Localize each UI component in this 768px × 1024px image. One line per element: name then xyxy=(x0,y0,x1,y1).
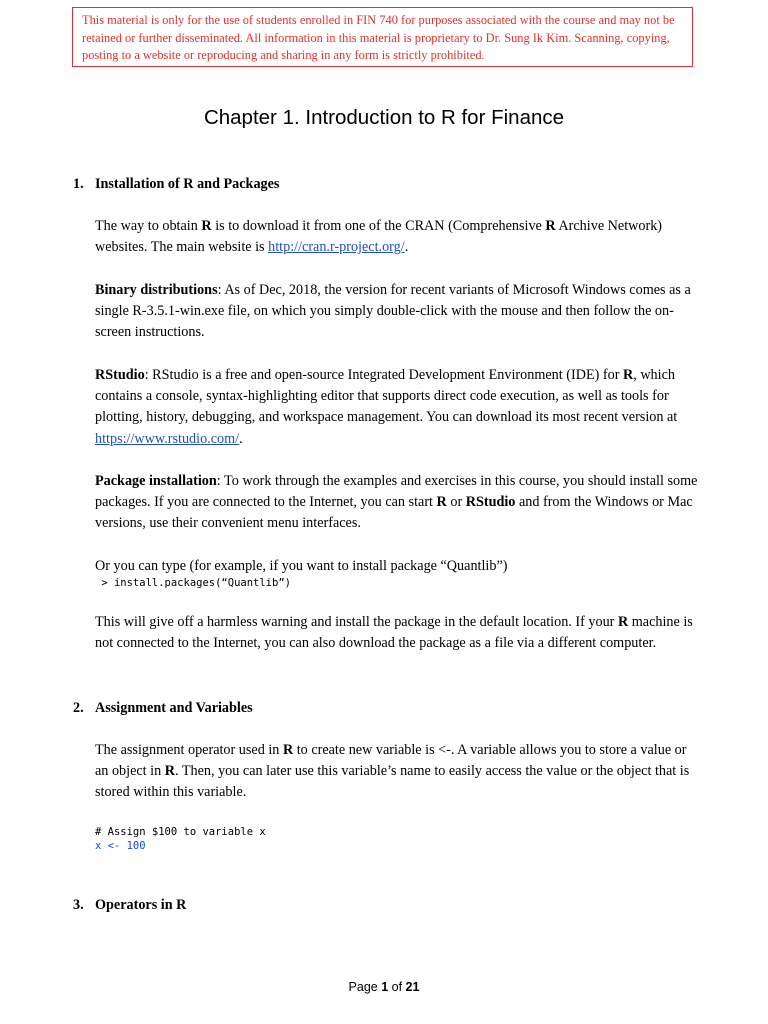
section-3-heading xyxy=(73,897,186,914)
page-total: 21 xyxy=(405,980,420,994)
paragraph-package-installation: Package installation: To work through the examples and exercises in this course, you should install some packages. If you are connected to the Internet, you can start R or RStudio and from the Windows or Mac versions, use their convenient menu interfaces. xyxy=(95,473,698,532)
section-number: 3. xyxy=(73,897,84,913)
code-install-packages: > install.packages(“Quantlib”) xyxy=(95,577,291,589)
page-number: 1 xyxy=(381,980,389,994)
section-2-heading xyxy=(73,700,253,717)
paragraph-or-type: Or you can type (for example, if you want to install package “Quantlib”) xyxy=(95,558,508,574)
section-number: 1. xyxy=(73,176,84,192)
section-1-heading xyxy=(73,176,279,193)
paragraph-binary-distributions: Binary distributions: As of Dec, 2018, the version for recent variants of Microsoft Windows comes as a single R-3.5.1-win.exe file, on which you simply double-click with the mouse and then follow the on-screen instructions. xyxy=(95,282,691,341)
paragraph-rstudio: RStudio: RStudio is a free and open-source Integrated Development Environment (IDE) for R, which contains a console, syntax-highlighting editor that supports direct code execution, as well as tools for plotting, history, debugging, and workspace management. You can download its most recent version at https://www.rstudio.com/. xyxy=(95,367,678,447)
page-title: Chapter 1. Introduction to R for Finance xyxy=(203,106,565,129)
section-title: Installation of R and Packages xyxy=(95,176,280,192)
paragraph-assignment-operator: The assignment operator used in R to create new variable is <-. A variable allows you to store a value or an object in R. Then, you can later use this variable’s name to easily access the value or the object that is stored within this variable. xyxy=(95,742,690,801)
paragraph-obtain-r: The way to obtain R is to download it from one of the CRAN (Comprehensive R Archive Network) websites. The main website is http://cran.r-project.org/. xyxy=(95,218,663,256)
section-title: Assignment and Variables xyxy=(95,700,253,716)
code-assign-line: x <- 100 xyxy=(95,840,146,852)
paragraph-harmless-warning: This will give off a harmless warning and install the package in the default location. If your R machine is not connected to the Internet, you can also download the package as a file via a different computer. xyxy=(95,614,693,652)
copyright-notice: This material is only for the use of students enrolled in FIN 740 for purposes associated with the course and may not be retained or further disseminated. All information in this material is proprietary to Dr. Sung Ik Kim. Scanning, copying, posting to a website or reproducing and sharing in any form is strictly prohibited. xyxy=(72,7,693,67)
section-title: Operators in R xyxy=(95,897,187,913)
code-comment: # Assign $100 to variable x xyxy=(95,826,266,838)
rstudio-link[interactable]: https://www.rstudio.com/ xyxy=(95,430,240,447)
page-footer: Page 1 of 21 xyxy=(348,980,420,994)
cran-link[interactable]: http://cran.r-project.org/ xyxy=(268,239,405,256)
section-number: 2. xyxy=(73,700,84,716)
